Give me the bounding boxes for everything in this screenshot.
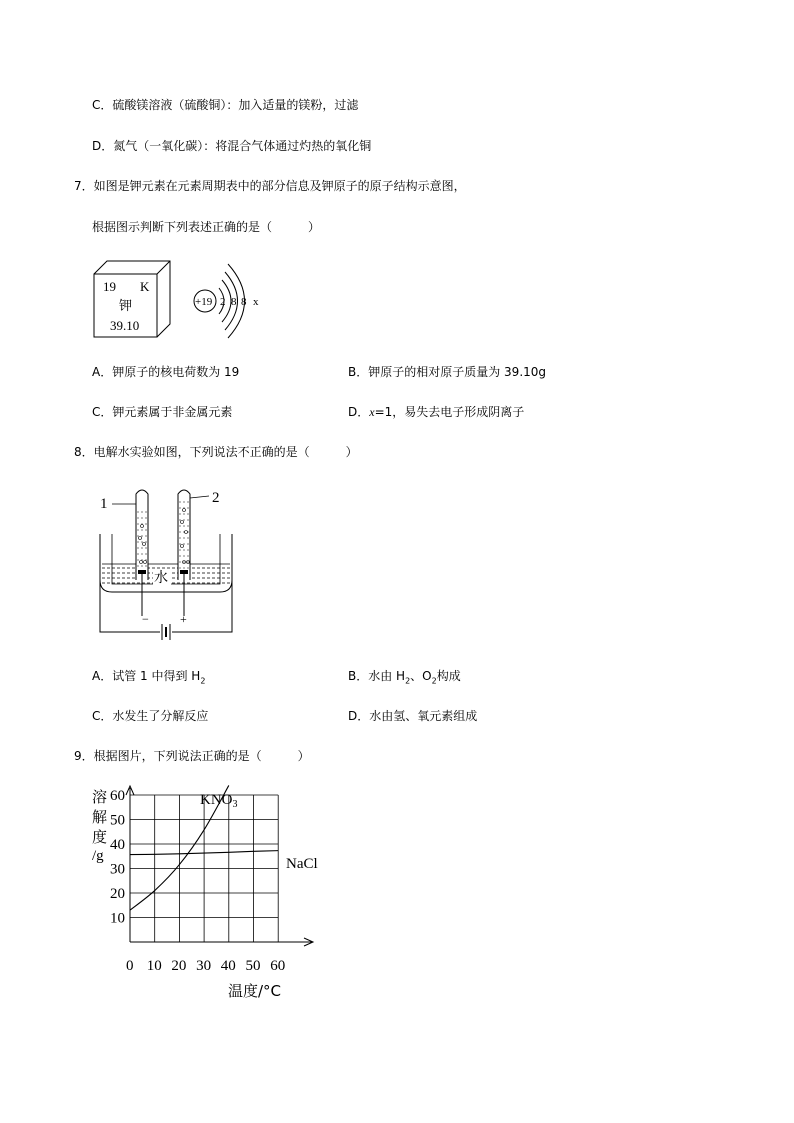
y-tick-label-2: 30	[110, 861, 125, 878]
test-tube-1	[136, 490, 148, 580]
element-mass: 39.10	[110, 318, 140, 333]
q7-figure	[90, 258, 280, 342]
circuit-wire	[100, 580, 160, 632]
atom-structure	[194, 264, 259, 338]
shell-4-electrons: x	[253, 296, 259, 308]
shell-3-electrons: 8	[241, 296, 247, 308]
q7-option-b: B．钾原子的相对原子质量为 39.10g	[348, 365, 547, 379]
shell-1-electrons: 2	[220, 296, 226, 308]
x-axis-label: 温度/°C	[228, 982, 282, 1000]
battery-icon	[162, 624, 170, 640]
q7-option-a: A．钾原子的核电荷数为 19	[92, 365, 240, 379]
shell-2-electrons: 8	[231, 296, 237, 308]
x-tick-label-3: 30	[196, 958, 212, 974]
element-number: 19	[103, 279, 116, 294]
x-tick-label-1: 10	[146, 958, 162, 974]
y-tick-label-3: 40	[110, 837, 125, 853]
q6-option-c: C．硫酸镁溶液（硫酸铜）：加入适量的镁粉，过滤	[92, 98, 359, 112]
y-tick-label-1: 20	[110, 886, 125, 902]
x-tick-label-6: 60	[270, 958, 286, 974]
x-tick-label-4: 40	[220, 958, 236, 974]
test-tube-2	[178, 490, 190, 580]
q7-option-d: D．x=1，易失去电子形成阴离子	[348, 405, 525, 419]
q8-option-a: A．试管 1 中得到 $H_2$	[92, 669, 206, 686]
q6-option-d: D．氮气（一氧化碳）：将混合气体通过灼热的氧化铜	[92, 139, 372, 153]
y-tick-label-0: 10	[110, 910, 125, 927]
negative-terminal: −	[142, 612, 149, 626]
nucleus-charge: +19	[195, 296, 213, 308]
series-label-nacl: NaCl	[286, 856, 318, 872]
positive-terminal: +	[180, 612, 187, 626]
q8-stem: 8．电解水实验如图，下列说法不正确的是（ ）	[74, 445, 358, 459]
ylabel-char-1: 溶	[92, 788, 108, 806]
ylabel-char-3: 度	[92, 828, 108, 846]
tube-2-label: 2	[212, 490, 220, 506]
solubility-chart	[88, 782, 328, 1002]
q8-option-b: B．水由 $H_2$、$O_2$构成	[348, 669, 461, 686]
ylabel-char-2: 解	[92, 808, 108, 826]
x-tick-label-2: 20	[171, 958, 187, 974]
series-label-kno3: $KNO_3$	[200, 792, 238, 810]
y-tick-label-5: 60	[110, 788, 125, 804]
element-name: 钾	[119, 299, 133, 314]
tube-1-label: 1	[100, 496, 108, 512]
electrolysis-diagram	[92, 480, 242, 640]
x-tick-label-5: 50	[245, 958, 261, 974]
q8-option-d: D．水由氢、氧元素组成	[348, 709, 478, 723]
var-x: x	[369, 405, 375, 419]
q9-stem: 9．根据图片，下列说法正确的是（ ）	[74, 749, 310, 763]
q7-stem-line1: 7．如图是钾元素在元素周期表中的部分信息及钾原子的原子结构示意图，	[74, 179, 466, 193]
element-symbol: K	[140, 279, 150, 294]
q7-option-c: C．钾元素属于非金属元素	[92, 405, 233, 419]
y-tick-label-4: 50	[110, 812, 125, 829]
q7-stem-line2: 根据图示判断下列表述正确的是（ ）	[92, 220, 321, 234]
x-tick-label-0: 0	[126, 958, 134, 974]
ylabel-char-4: /g	[92, 848, 104, 864]
q8-option-c: C．水发生了分解反应	[92, 709, 209, 723]
water-label: 水	[154, 570, 168, 586]
